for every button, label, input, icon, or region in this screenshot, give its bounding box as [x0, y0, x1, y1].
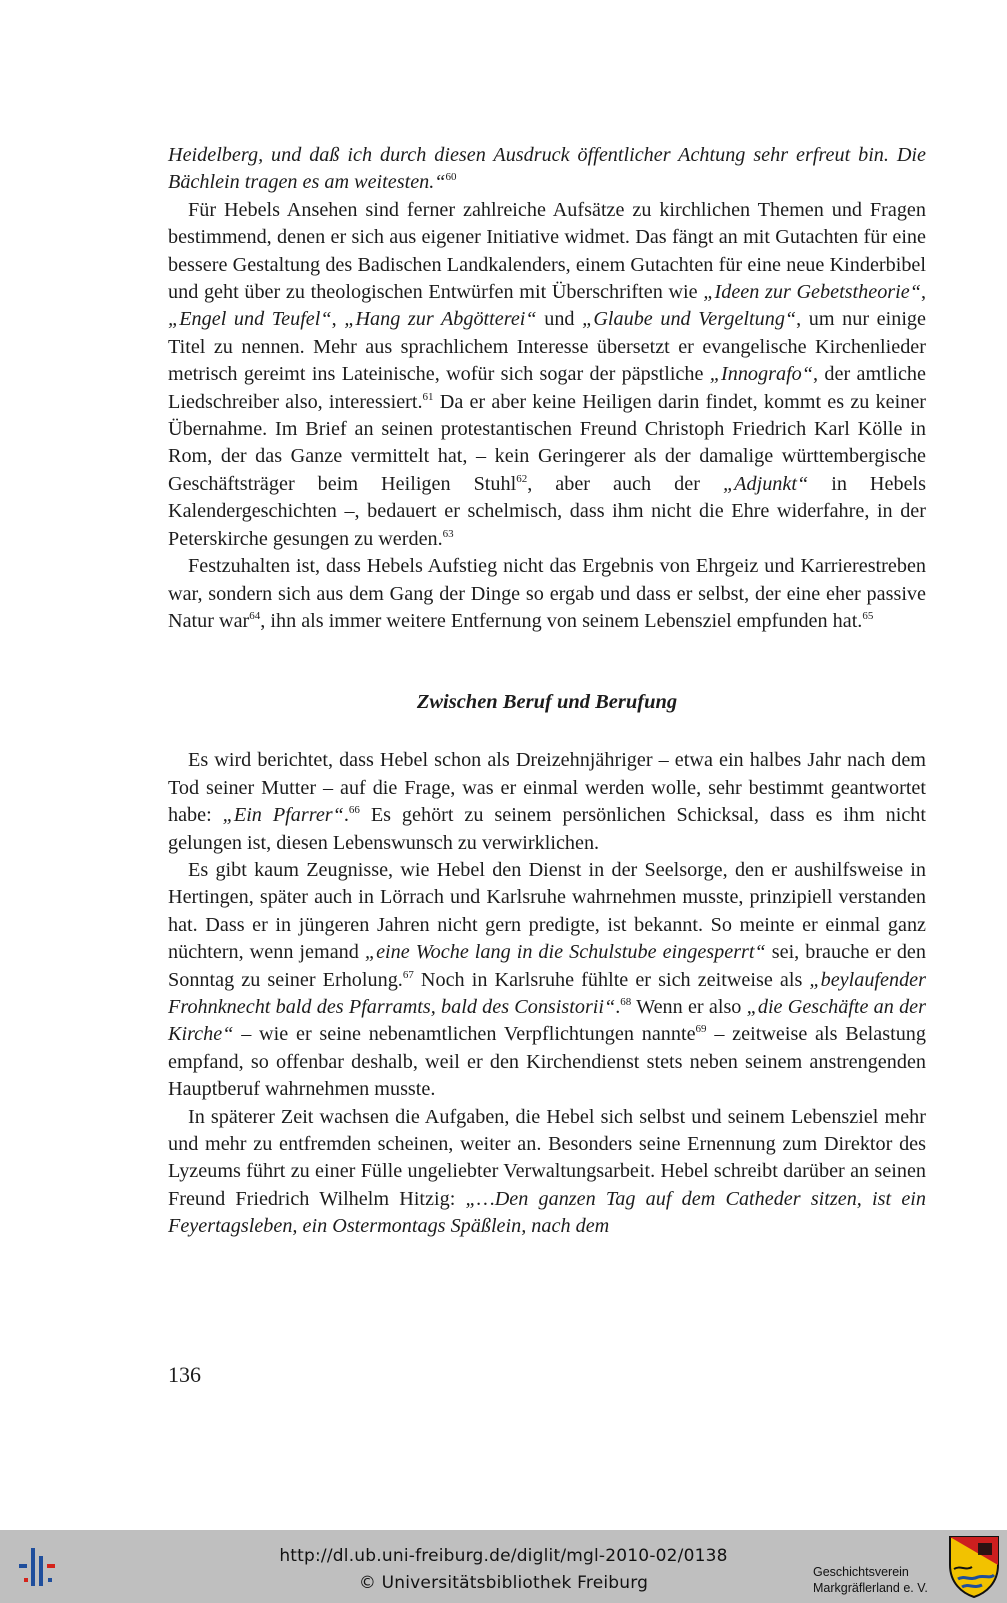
text-run: sei, brauche er den Sonntag zu seiner Erholung. — [168, 941, 926, 991]
paragraph — [168, 553, 926, 635]
text-run: , — [920, 281, 926, 304]
copyright-notice: © Universitätsbibliothek Freiburg — [358, 1573, 649, 1593]
text-run: . — [615, 995, 621, 1018]
footnote-ref: 61 — [422, 390, 434, 403]
text-run: Es gehört zu seinem persönlichen Schicksal, dass es ihm nicht gelungen ist, diesen Lebenswunsch zu verwirklichen. — [168, 804, 926, 854]
footnote-ref: 69 — [695, 1023, 707, 1036]
text-run: Wenn er also — [631, 995, 747, 1018]
coat-of-arms-icon[interactable] — [948, 1535, 1000, 1598]
footnote-ref: 63 — [442, 527, 454, 540]
text-run: , ihn als immer weitere Entfernung von seinem Lebensziel empfunden hat. — [260, 609, 863, 632]
italic-text: „Hang zur Abgötterei“ — [344, 308, 537, 331]
document-url-link[interactable]: http://dl.ub.uni-freiburg.de/diglit/mgl-2010-02/0138 — [279, 1546, 728, 1566]
italic-text: Heidelberg, und daß ich durch diesen Ausdruck öffentlicher Achtung sehr erfreut bin. Die Bächlein tragen es am weitesten.“ — [168, 144, 926, 194]
text-run: – wie er seine nebenamtlichen Verpflichtungen nannte — [233, 1023, 696, 1046]
text-run: Es gibt kaum Zeugnisse, wie Hebel den Dienst in der Seelsorge, den er aushilfsweise in Hertingen, später auch in Lörrach und Karlsruhe wahrnehmen musste, prinzipiell verstanden hat. Dass er in jüngeren Jahren nicht gern predigte, ist bekannt. So meinte er einmal ganz nüchtern, wenn jemand — [168, 858, 926, 964]
footnote-ref: 62 — [516, 472, 528, 485]
text-run: , der amtliche Liedschreiber also, interessiert. — [168, 363, 926, 413]
society-name-line: Geschichtsverein — [813, 1565, 909, 1579]
footnote-ref: 68 — [620, 995, 632, 1008]
text-run: und — [536, 308, 583, 331]
italic-text: „…Den ganzen Tag auf dem Catheder sitzen, ist ein Feyertagsleben, ein Ostermontags Späßlein, nach dem — [168, 1187, 926, 1238]
text-run: Da er aber keine Heiligen darin findet, kommt es zu keiner Übernahme. Im Brief an seinen protestantischen Freund Christoph Friedrich Karl Kölle in Rom, der das Ganze vermittelt hat, – kein Geringerer als der damalige württembergische Geschäftsträger beim Heiligen Stuhl — [168, 390, 927, 495]
text-run: Festzuhalten ist, dass Hebels Aufstieg nicht das Ergebnis von Ehrgeiz und Karrierestreben war, sondern sich aus dem Gang der Dinge so ergab und dass er selbst, der eine eher passive Natur war — [168, 555, 926, 632]
document-page — [168, 142, 926, 1241]
text-run: , — [331, 308, 345, 331]
italic-text: „Innografo“ — [709, 363, 814, 386]
italic-text: „Ein Pfarrer“ — [222, 804, 344, 827]
italic-text: „Adjunkt“ — [722, 472, 809, 495]
footnote-ref: 66 — [348, 804, 360, 817]
footnote-ref: 67 — [402, 968, 414, 981]
paragraph — [168, 747, 926, 857]
italic-text: „beylaufender Frohnknecht bald des Pfarramts, bald des Consistorii“ — [168, 968, 927, 1018]
society-name-line: Markgräflerland e. V. — [813, 1581, 928, 1595]
italic-text: „Engel und Teufel“ — [168, 308, 332, 331]
footnote-ref: 65 — [862, 609, 874, 622]
text-run: In späterer Zeit wachsen die Aufgaben, die Hebel sich selbst und seinem Lebensziel mehr und mehr zu entfremden scheinen, weiter an. Besonders seine Ernennung zum Direktor des Lyzeums führt zu einer Fülle ungeliebter Verwaltungsarbeit. Hebel schreibt darüber an seinen Freund Friedrich Wilhelm Hitzig: — [168, 1105, 926, 1210]
text-run: Es wird berichtet, dass Hebel schon als Dreizehnjähriger – etwa ein halbes Jahr nach dem Tod seiner Mutter – auf die Frage, was er einmal werden wolle, sehr bestimmt geantwortet habe: — [168, 749, 926, 827]
paragraph — [168, 142, 926, 197]
text-run: – zeitweise als Belastung empfand, so offenbar deshalb, weil er den Kirchendienst stets neben seinem anstrengenden Hauptberuf wahrnehmen musste. — [168, 1023, 926, 1101]
text-run: , um nur einige Titel zu nennen. Mehr aus sprachlichem Interesse übersetzt er evangelische Kirchenlieder metrisch gereimt ins Lateinische, wofür sich sogar der päpstliche — [168, 308, 926, 386]
text-run: Noch in Karlsruhe fühlte er sich zeitweise als — [413, 968, 810, 991]
society-name — [813, 1564, 928, 1596]
section-heading: Zwischen Beruf und Berufung — [416, 691, 678, 714]
paragraph — [168, 197, 926, 553]
footnote-ref: 64 — [249, 609, 261, 622]
italic-text: „eine Woche lang in die Schulstube eingesperrt“ — [364, 941, 766, 964]
italic-text: „Ideen zur Gebetstheorie“ — [703, 281, 921, 304]
text-run: , aber auch der — [527, 472, 723, 495]
italic-text: „Glaube und Vergeltung“ — [582, 308, 797, 331]
page-number: 136 — [168, 1362, 201, 1387]
text-run: in Hebels Kalendergeschichten –, bedauert er schelmisch, dass ihm nicht die Ehre widerfahre, in der Peterskirche gesungen zu werden. — [168, 472, 926, 550]
text-run: Für Hebels Ansehen sind ferner zahlreiche Aufsätze zu kirchlichen Themen und Fragen bestimmend, denen er sich aus eigener Initiative widmet. Das fängt an mit Gutachten für eine bessere Gestaltung des Badischen Landkalenders, einem Gutachten für eine neue Kinderbibel und geht über zu theologischen Entwürfen mit Überschriften wie — [168, 198, 926, 304]
paragraph — [168, 857, 926, 1104]
italic-text: „die Geschäfte an der Kirche“ — [168, 995, 927, 1046]
viewer-footer — [0, 1530, 1007, 1603]
footnote-ref: 60 — [445, 171, 457, 184]
text-run: . — [343, 804, 349, 827]
paragraph — [168, 1104, 926, 1241]
